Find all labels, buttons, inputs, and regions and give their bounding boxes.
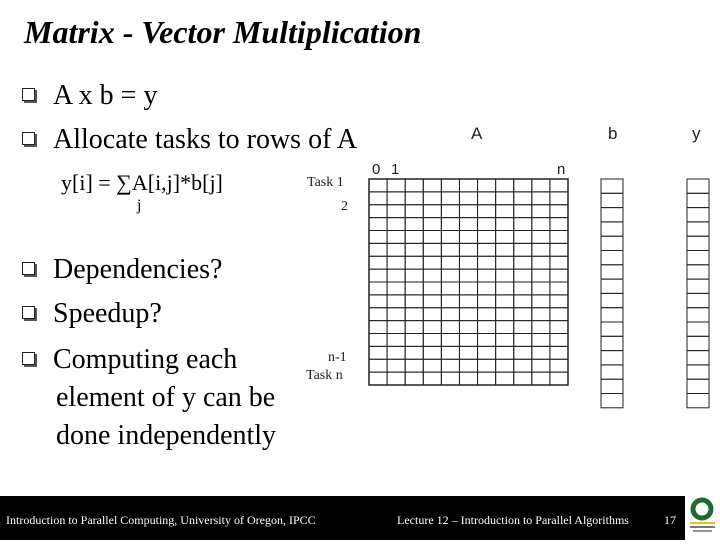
matrix-cell [423,256,441,269]
vector-b-label: b [608,124,618,143]
vector-b-cell [601,208,623,222]
matrix-a-grid [369,179,568,385]
matrix-cell [441,256,459,269]
task1-label: Task 1 [307,175,344,190]
matrix-cell [369,321,387,334]
matrix-cell [459,334,477,347]
matrix-cell [478,205,496,218]
formula: y[i] = ∑A[i,j]*b[j] [61,170,223,195]
vector-y-cell [687,179,709,193]
matrix-cell [514,269,532,282]
matrix-cell [369,231,387,244]
col-0-label: 0 [372,161,381,178]
matrix-cell [496,205,514,218]
matrix-cell [550,346,568,359]
matrix-cell [532,372,550,385]
vector-b-cell [601,222,623,236]
matrix-cell [387,231,405,244]
matrix-cell [550,334,568,347]
matrix-cell [369,359,387,372]
matrix-cell [550,192,568,205]
matrix-cell [496,295,514,308]
matrix-cell [441,308,459,321]
matrix-cell [405,179,423,192]
matrix-label: A [471,124,483,143]
vector-y-cell [687,308,709,322]
vector-b-cell [601,394,623,408]
matrix-cell [423,321,441,334]
matrix-cell [478,321,496,334]
matrix-cell [369,295,387,308]
vector-b-cell [601,336,623,350]
matrix-cell [478,256,496,269]
matrix-cell [478,346,496,359]
matrix-cell [459,295,477,308]
matrix-cell [441,372,459,385]
page-number: 17 [664,513,676,527]
matrix-cell [514,372,532,385]
matrix-cell [459,192,477,205]
matrix-cell [514,218,532,231]
matrix-cell [532,295,550,308]
vector-y-cell [687,394,709,408]
matrix-cell [532,205,550,218]
vector-b-cell [601,251,623,265]
matrix-cell [478,179,496,192]
matrix-cell [550,359,568,372]
vector-y-cell [687,222,709,236]
matrix-cell [478,218,496,231]
matrix-cell [405,269,423,282]
matrix-cell [459,218,477,231]
matrix-cell [387,269,405,282]
matrix-cell [514,295,532,308]
matrix-cell [405,359,423,372]
matrix-cell [441,231,459,244]
matrix-cell [514,308,532,321]
matrix-cell [405,231,423,244]
vector-b-cell [601,293,623,307]
formula-subscript: j [137,197,142,214]
matrix-cell [369,372,387,385]
slide-title: Matrix - Vector Multiplication [24,14,422,50]
footer-bar [0,496,685,540]
matrix-cell [514,192,532,205]
matrix-cell [532,192,550,205]
matrix-cell [387,346,405,359]
matrix-cell [387,308,405,321]
matrix-cell [532,231,550,244]
matrix-cell [532,179,550,192]
matrix-cell [532,282,550,295]
matrix-cell [405,218,423,231]
bullet-3-text: Dependencies? [53,254,223,285]
matrix-cell [478,295,496,308]
bullet-4-text: Speedup? [53,298,162,329]
bullet-1-text: A x b = y [53,80,158,111]
vector-b-cell [601,379,623,393]
matrix-cell [514,179,532,192]
matrix-cell [550,372,568,385]
matrix-cell [532,256,550,269]
matrix-cell [478,269,496,282]
matrix-cell [441,218,459,231]
vector-b-cell [601,236,623,250]
vector-b-cell [601,351,623,365]
footer-right-text: Lecture 12 – Introduction to Parallel Algorithms [397,513,629,527]
matrix-cell [459,243,477,256]
matrix-cell [423,231,441,244]
matrix-cell [496,192,514,205]
matrix-cell [369,346,387,359]
matrix-cell [514,231,532,244]
matrix-cell [532,218,550,231]
matrix-cell [532,334,550,347]
vector-b-cell [601,265,623,279]
matrix-cell [423,243,441,256]
matrix-cell [369,334,387,347]
matrix-cell [496,308,514,321]
matrix-cell [478,192,496,205]
vector-y-column [687,179,709,408]
matrix-cell [405,321,423,334]
vector-y-cell [687,322,709,336]
matrix-cell [369,218,387,231]
matrix-cell [405,308,423,321]
bullet-2-text: Allocate tasks to rows of A [53,124,358,155]
matrix-cell [369,243,387,256]
matrix-cell [459,346,477,359]
matrix-cell [405,192,423,205]
vector-y-cell [687,365,709,379]
footer-left-text: Introduction to Parallel Computing, University of Oregon, IPCC [6,513,316,527]
vector-y-cell [687,279,709,293]
matrix-cell [459,308,477,321]
matrix-cell [441,359,459,372]
matrix-cell [459,269,477,282]
matrix-cell [514,243,532,256]
matrix-cell [405,372,423,385]
matrix-cell [496,372,514,385]
matrix-cell [496,179,514,192]
matrix-cell [423,346,441,359]
matrix-cell [459,231,477,244]
matrix-cell [405,256,423,269]
vector-b-cell [601,322,623,336]
matrix-cell [387,321,405,334]
matrix-cell [459,321,477,334]
vector-y-cell [687,208,709,222]
matrix-cell [550,205,568,218]
matrix-cell [441,192,459,205]
matrix-cell [550,243,568,256]
matrix-cell [441,205,459,218]
vector-y-cell [687,293,709,307]
vector-y-cell [687,379,709,393]
matrix-cell [550,295,568,308]
matrix-cell [532,269,550,282]
matrix-cell [459,372,477,385]
matrix-cell [478,243,496,256]
matrix-cell [459,359,477,372]
matrix-cell [369,192,387,205]
matrix-cell [496,231,514,244]
matrix-cell [478,359,496,372]
matrix-cell [387,295,405,308]
vector-y-cell [687,265,709,279]
matrix-cell [550,269,568,282]
matrix-cell [478,334,496,347]
matrix-cell [514,346,532,359]
matrix-cell [550,321,568,334]
taskn-label: Task n [306,368,343,383]
matrix-cell [441,295,459,308]
vector-b-cell [601,179,623,193]
matrix-cell [423,372,441,385]
matrix-cell [369,256,387,269]
matrix-cell [423,269,441,282]
matrix-cell [423,334,441,347]
matrix-cell [478,231,496,244]
col-1-label: 1 [391,161,400,178]
vector-y-cell [687,251,709,265]
matrix-cell [405,346,423,359]
col-n-label: n [557,161,566,178]
matrix-cell [369,269,387,282]
matrix-cell [405,243,423,256]
vector-b-cell [601,279,623,293]
matrix-cell [423,282,441,295]
matrix-cell [496,334,514,347]
matrix-cell [441,321,459,334]
vector-b-cell [601,193,623,207]
matrix-cell [423,359,441,372]
matrix-cell [550,282,568,295]
matrix-cell [387,179,405,192]
matrix-cell [369,205,387,218]
vector-b-cell [601,365,623,379]
matrix-cell [478,282,496,295]
vector-y-label: y [692,124,701,143]
matrix-cell [550,256,568,269]
matrix-cell [405,295,423,308]
matrix-cell [514,359,532,372]
matrix-cell [387,205,405,218]
matrix-cell [532,321,550,334]
matrix-cell [532,359,550,372]
matrix-cell [496,359,514,372]
matrix-cell [387,282,405,295]
matrix-cell [387,372,405,385]
matrix-cell [496,269,514,282]
matrix-cell [369,179,387,192]
matrix-cell [387,256,405,269]
vector-y-cell [687,236,709,250]
matrix-cell [514,282,532,295]
matrix-cell [459,179,477,192]
matrix-cell [387,218,405,231]
matrix-cell [496,282,514,295]
matrix-cell [532,346,550,359]
matrix-cell [496,256,514,269]
matrix-cell [496,218,514,231]
matrix-cell [514,334,532,347]
matrix-cell [441,269,459,282]
matrix-cell [423,205,441,218]
matrix-cell [423,218,441,231]
matrix-cell [441,179,459,192]
matrix-cell [423,308,441,321]
bullet-5-text: Computing each [53,344,238,375]
matrix-cell [441,282,459,295]
matrix-cell [369,308,387,321]
matrix-cell [496,346,514,359]
vector-b-cell [601,308,623,322]
matrix-cell [423,192,441,205]
matrix-cell [550,218,568,231]
matrix-cell [441,243,459,256]
university-logo [685,496,720,540]
matrix-cell [423,179,441,192]
matrix-cell [532,243,550,256]
matrix-cell [550,231,568,244]
matrix-cell [369,282,387,295]
matrix-cell [423,295,441,308]
matrix-cell [387,243,405,256]
matrix-cell [459,256,477,269]
matrix-cell [405,205,423,218]
matrix-cell [405,282,423,295]
vector-y-cell [687,193,709,207]
oregon-o-icon [685,496,720,540]
matrix-cell [532,308,550,321]
matrix-cell [514,205,532,218]
matrix-cell [496,321,514,334]
matrix-cell [441,334,459,347]
matrix-cell [478,308,496,321]
row-2-label: 2 [341,199,348,214]
matrix-cell [550,308,568,321]
row-n1-label: n-1 [328,350,347,365]
bullet-5-cont-1: element of y can be [56,382,276,413]
vector-b-column [601,179,623,408]
matrix-cell [405,334,423,347]
matrix-cell [387,334,405,347]
matrix-cell [478,372,496,385]
matrix-cell [459,282,477,295]
vector-y-cell [687,336,709,350]
matrix-cell [514,321,532,334]
matrix-cell [387,192,405,205]
matrix-cell [550,179,568,192]
vector-y-cell [687,351,709,365]
matrix-cell [459,205,477,218]
bullet-5-cont-2: done independently [56,420,277,451]
matrix-cell [387,359,405,372]
matrix-cell [514,256,532,269]
matrix-cell [441,346,459,359]
matrix-cell [496,243,514,256]
